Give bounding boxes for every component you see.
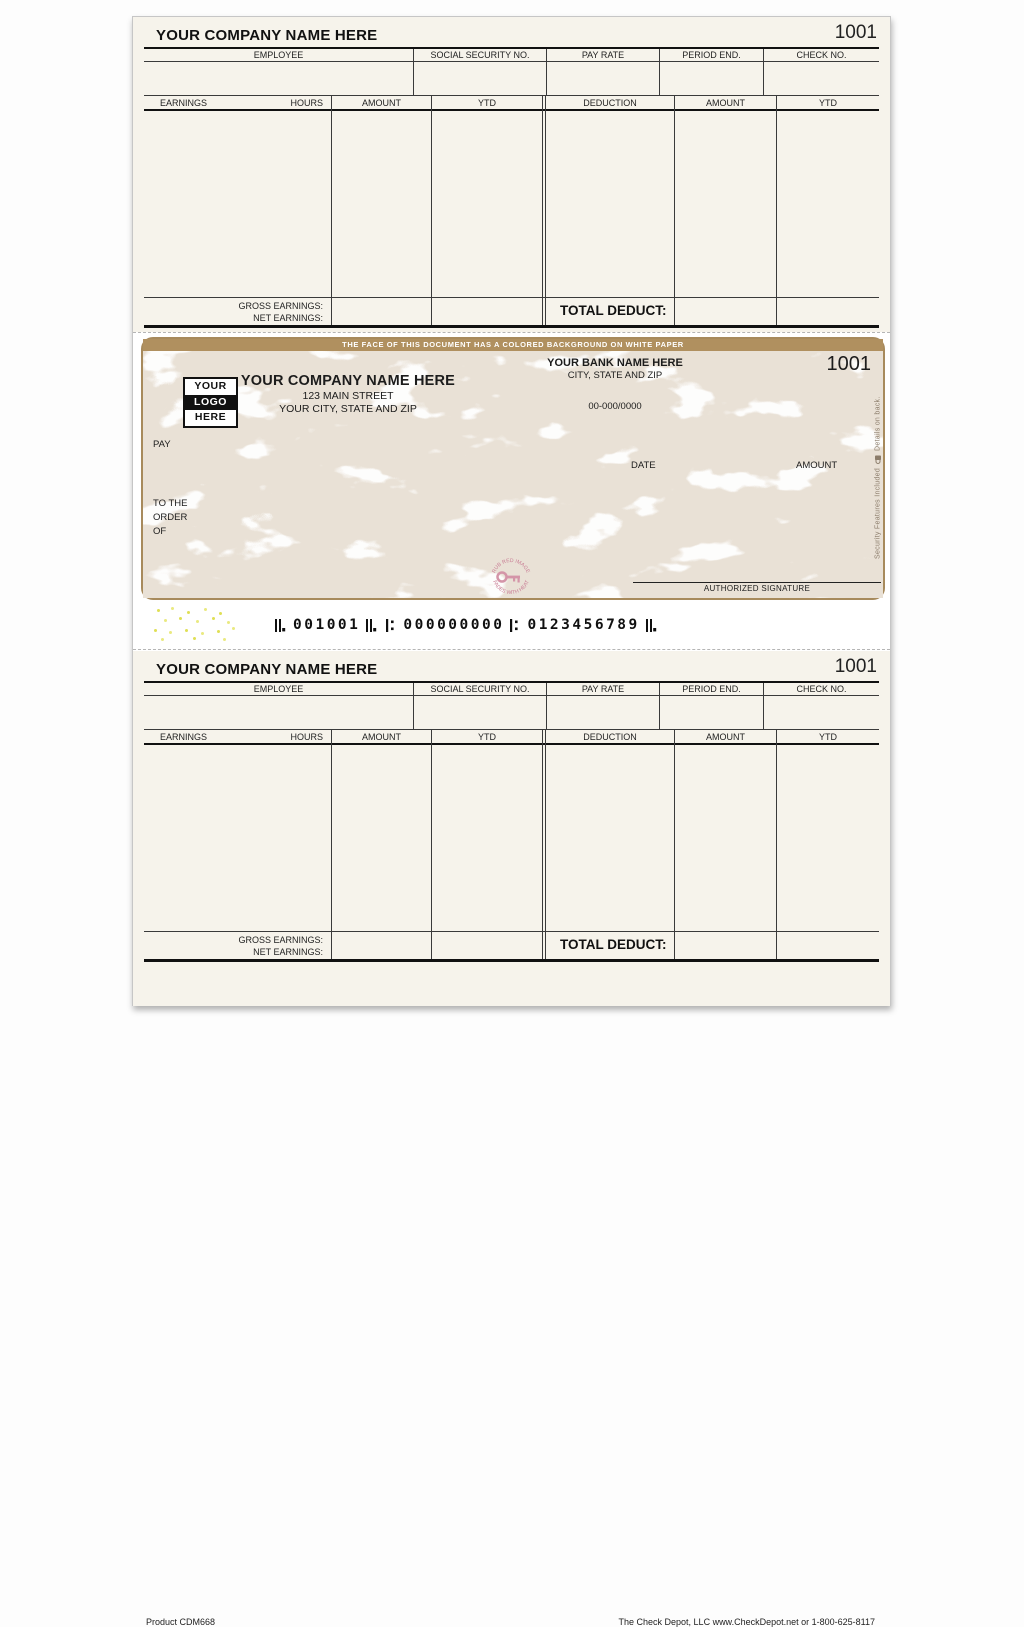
authorized-signature-label: AUTHORIZED SIGNATURE [703, 584, 811, 593]
header-pay-rate: PAY RATE [546, 49, 659, 62]
header-employee: EMPLOYEE [253, 684, 304, 694]
header-deduction-ytd: YTD [776, 730, 879, 745]
net-earnings-label: NET EARNINGS: [253, 946, 323, 957]
ssn-value-cell [413, 696, 546, 729]
logo-line-1: YOUR [194, 380, 227, 392]
bank-address: CITY, STATE AND ZIP [567, 370, 663, 381]
employee-value-cell [144, 62, 413, 95]
padlock-icon [874, 455, 882, 464]
header-ytd: YTD [431, 96, 542, 111]
pay-rate-value-cell [546, 696, 659, 729]
micr-transit-symbol [510, 619, 519, 632]
header-deduction-ytd: YTD [776, 96, 879, 111]
seal-arc-top: RUB RED IMAGE [491, 557, 531, 575]
logo-line-3: HERE [194, 411, 227, 424]
micr-account-number: 0123456789 [527, 617, 640, 633]
stub-check-number: 1001 [834, 656, 877, 677]
header-ssn: SOCIAL SECURITY NO. [413, 49, 546, 62]
earnings-totals-row [144, 297, 879, 328]
stub-company-name: YOUR COMPANY NAME HERE [156, 27, 378, 44]
header-amount: AMOUNT [331, 730, 431, 745]
heat-sensitive-seal [487, 553, 535, 601]
payer-block [238, 373, 458, 415]
svg-text:FADES WITH HEAT [491, 579, 531, 596]
sheet-footer [146, 1617, 875, 1627]
total-deduct-amount-cell [674, 298, 776, 325]
amount-label: AMOUNT [796, 460, 838, 471]
gross-earnings-label: GROSS EARNINGS: [238, 300, 323, 311]
micr-onus-symbol [366, 619, 376, 632]
svg-text:RUB RED IMAGE [491, 558, 531, 575]
period-end-value-cell [659, 62, 763, 95]
period-end-value-cell [659, 696, 763, 729]
pay-rate-value-cell [546, 62, 659, 95]
micr-routing-number: 000000000 [403, 617, 505, 633]
header-period-end: PERIOD END. [659, 49, 763, 62]
gross-amount-cell [331, 298, 431, 325]
routing-fraction: 00-000/0000 [588, 401, 642, 412]
pay-stub-top [133, 17, 890, 332]
employee-info-header-row [144, 49, 879, 62]
header-earnings-hours [144, 96, 331, 111]
key-icon [498, 573, 521, 583]
check-no-value-cell [763, 696, 879, 729]
header-ytd: YTD [431, 730, 542, 745]
security-specks [149, 605, 152, 608]
header-period-end: PERIOD END. [659, 683, 763, 696]
ssn-value-cell [413, 62, 546, 95]
stub-title-row [144, 19, 879, 49]
total-deduct-ytd-cell [776, 932, 879, 959]
stub-company-name: YOUR COMPANY NAME HERE [156, 661, 378, 678]
pay-label: PAY [153, 439, 171, 450]
header-employee: EMPLOYEE [253, 50, 304, 60]
total-deduct-amount-cell [674, 932, 776, 959]
header-hours: HOURS [290, 732, 323, 742]
payer-address-2: YOUR CITY, STATE AND ZIP [279, 403, 417, 415]
header-pay-rate: PAY RATE [546, 683, 659, 696]
check-number: 1001 [826, 353, 871, 375]
vendor-info: The Check Depot, LLC www.CheckDepot.net or 1-800-625-8117 [618, 1617, 875, 1627]
net-amount-cell [431, 298, 542, 325]
header-earnings-hours [144, 730, 331, 745]
check-banner: THE FACE OF THIS DOCUMENT HAS A COLORED BACKGROUND ON WHITE PAPER [143, 339, 883, 351]
header-deduction: DEDUCTION [542, 730, 674, 745]
employee-info-value-row [144, 62, 879, 95]
stub-title-row [144, 653, 879, 683]
security-edge-text: Security Features Included Details on back. [874, 396, 882, 559]
earnings-body [144, 745, 879, 931]
seal-arc-bottom: FADES WITH HEAT [491, 579, 531, 597]
check-form-sheet [132, 16, 891, 1627]
header-check-no: CHECK NO. [763, 49, 879, 62]
earnings-totals-row [144, 931, 879, 962]
header-deduction-amount: AMOUNT [674, 730, 776, 745]
net-amount-cell [431, 932, 542, 959]
micr-onus-symbol [275, 619, 285, 632]
gross-amount-cell [331, 932, 431, 959]
product-code: Product CDM668 [146, 1617, 216, 1627]
employee-info-header-row [144, 683, 879, 696]
payer-address-1: 123 MAIN STREET [302, 390, 394, 402]
header-earnings: EARNINGS [160, 732, 208, 742]
employee-value-cell [144, 696, 413, 729]
bank-name: YOUR BANK NAME HERE [547, 357, 683, 369]
micr-onus-symbol [646, 619, 656, 632]
header-amount: AMOUNT [331, 96, 431, 111]
check-face [141, 337, 885, 600]
signature-area [633, 582, 881, 593]
bank-block [515, 357, 715, 412]
gross-earnings-label: GROSS EARNINGS: [238, 934, 323, 945]
perforation-line-top [133, 332, 890, 333]
micr-line [273, 615, 664, 635]
employee-info-value-row [144, 696, 879, 729]
header-deduction: DEDUCTION [542, 96, 674, 111]
header-hours: HOURS [290, 98, 323, 108]
header-earnings: EARNINGS [160, 98, 208, 108]
total-deduct-label: TOTAL DEDUCT: [542, 298, 674, 325]
payer-company-name: YOUR COMPANY NAME HERE [240, 373, 456, 389]
total-deduct-ytd-cell [776, 298, 879, 325]
micr-transit-symbol [386, 619, 395, 632]
header-deduction-amount: AMOUNT [674, 96, 776, 111]
micr-check-number: 001001 [293, 617, 361, 633]
check-no-value-cell [763, 62, 879, 95]
logo-placeholder [183, 377, 238, 428]
earnings-header-row [144, 95, 879, 111]
earnings-body [144, 111, 879, 297]
net-earnings-label: NET EARNINGS: [253, 312, 323, 323]
perforation-line-bottom [133, 649, 890, 650]
earnings-header-row [144, 729, 879, 745]
logo-line-2: LOGO [185, 395, 236, 411]
totals-labels [144, 932, 331, 959]
stub-check-number: 1001 [834, 22, 877, 43]
to-the-order-of-label: TO THE ORDER OF [153, 498, 188, 537]
total-deduct-label: TOTAL DEDUCT: [542, 932, 674, 959]
date-label: DATE [631, 460, 656, 471]
header-check-no: CHECK NO. [763, 683, 879, 696]
header-ssn: SOCIAL SECURITY NO. [413, 683, 546, 696]
pay-stub-bottom [133, 651, 890, 1627]
totals-labels [144, 298, 331, 325]
